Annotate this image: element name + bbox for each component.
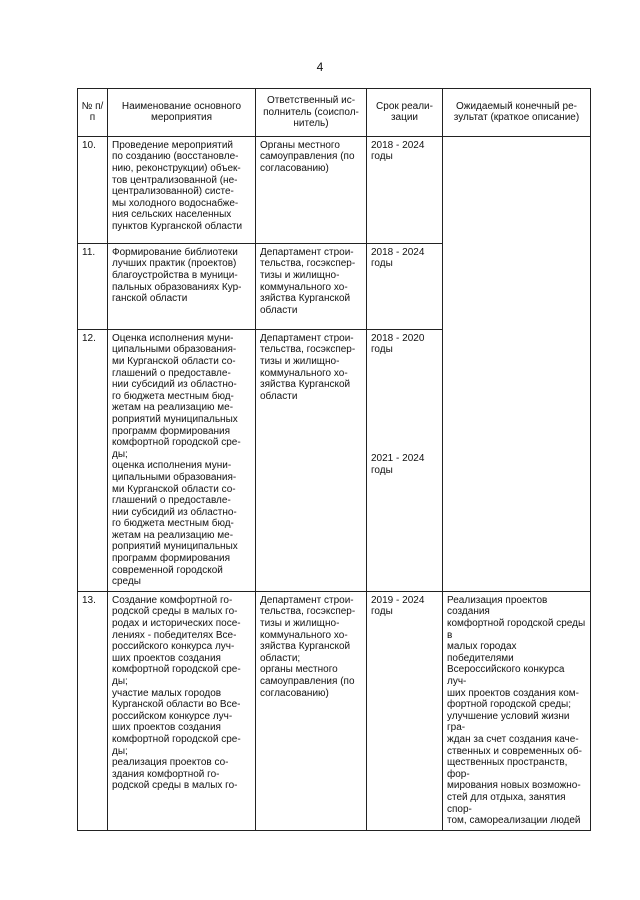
executor: Органы местного самоуправления (по согласованию) — [256, 136, 367, 243]
measure-name: Формирование библиотеки лучших практик (проектов) благоустройства в муници- пальных образованиях Кур- ганской области — [108, 243, 256, 329]
term: 2018 - 2024 годы — [367, 243, 443, 329]
header-expected-result: Ожидаемый конечный ре- зультат (краткое описание) — [443, 89, 591, 137]
row-number: 10. — [78, 136, 108, 243]
expected-result: Реализация проектов создания комфортной городской среды в малых городах победителями Всероссийского конкурса луч- ших проектов создания ком- фортной городской среды; улучшение условий жизни гра- ждан за счет создания каче- ственных и современных об- щественных пространств, фор- мирования новых возможно- стей для отдыха, занятия спор- том, самореализации людей — [443, 591, 591, 830]
measure-name: Оценка исполнения муни- ципальными образования- ми Курганской области со- глашений о предоставле- нии субсидий из областно- го бюджета местным бюд- жетам на реализацию ме- роприятий муниципальных программ формирования комфортной городской сре- ды; оценка исполнения муни- ципальными образования- ми Курганской области со- глашений о предоставле- нии субсидий из областно- го бюджета местным бюд- жетам на реализацию ме- роприятий муниципальных программ формирования современной городской среды — [108, 329, 256, 591]
measure-name: Создание комфортной го- родской среды в малых го- родах и исторических посе- лениях - победителях Все- российского конкурса луч- ших проектов создания комфортной городской сре- ды; участие малых городов Курганской области во Все- российском конкурсе луч- ших проектов создания комфортной городской сре- ды; реализация проектов со- здания комфортной го- родской среды в малых го- — [108, 591, 256, 830]
row-number: 13. — [78, 591, 108, 830]
executor: Департамент строи- тельства, госэкспер- тизы и жилищно- коммунального хо- зяйства Курганской области — [256, 243, 367, 329]
row-number: 12. — [78, 329, 108, 591]
measures-table — [77, 88, 591, 831]
executor: Департамент строи- тельства, госэкспер- тизы и жилищно- коммунального хо- зяйства Курганской области; органы местного самоуправления (по согласованию) — [256, 591, 367, 830]
measure-name: Проведение мероприятий по созданию (восстановле- нию, реконструкции) объек- тов централизованной (не- централизованной) систе- мы холодного водоснабже- ния сельских населенных пунктов Курганской области — [108, 136, 256, 243]
header-number: № п/ п — [78, 89, 108, 137]
row-number: 11. — [78, 243, 108, 329]
header-executor: Ответственный ис- полнитель (соиспол- нитель) — [256, 89, 367, 137]
executor: Департамент строи- тельства, госэкспер- тизы и жилищно- коммунального хо- зяйства Курганской области — [256, 329, 367, 591]
table-header-row — [78, 89, 591, 137]
header-term: Срок реали- зации — [367, 89, 443, 137]
expected-result — [443, 136, 591, 591]
header-measure-name: Наименование основного мероприятия — [108, 89, 256, 137]
page-number: 4 — [316, 60, 324, 74]
term-second: 2021 - 2024 годы — [371, 452, 425, 476]
table-row — [78, 136, 591, 243]
term: 2018 - 2024 годы — [367, 136, 443, 243]
term-cell — [367, 329, 443, 591]
term: 2019 - 2024 годы — [367, 591, 443, 830]
table-row — [78, 591, 591, 830]
term: 2018 - 2020 годы — [371, 332, 425, 356]
